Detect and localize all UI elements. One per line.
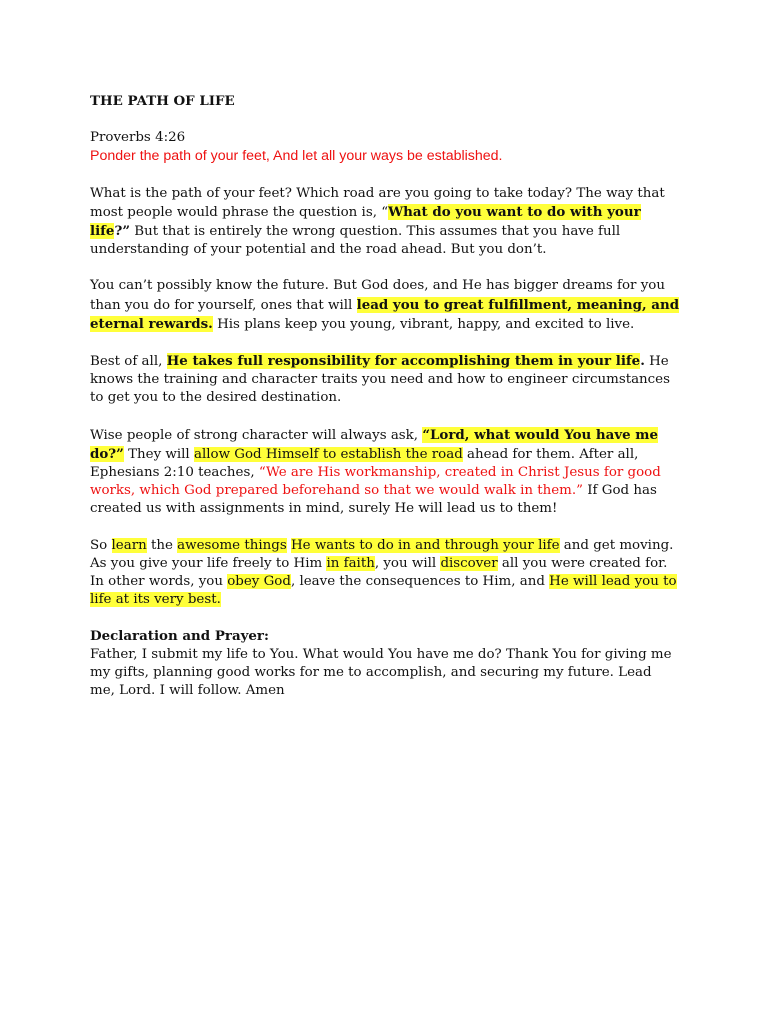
p4-scripture-quote: “We are His workmanship, created in Christ Jesus for good works, which God prepared beforehand so that we would walk in them.” <box>90 465 661 499</box>
p5-text-g: , leave the consequences to Him, and <box>290 574 550 590</box>
p3-text-c: He knows the training and character traits you need and how to engineer circumstances to get you to the desired destination. <box>90 354 670 406</box>
p5-text-a: So <box>90 537 112 553</box>
p1-text-a: What is the path of your feet? Which road are you going to take today? The way that most people would phrase the question is, “ <box>90 185 665 220</box>
p2-text-a: You can’t possibly know the future. But God does, and He has bigger dreams for you than you do for yourself, ones that will <box>90 278 665 313</box>
p2-text-c: His plans keep you young, vibrant, happy, and excited to live. <box>212 316 635 332</box>
p3-text-a: Best of all, <box>90 354 167 370</box>
page-title: THE PATH OF LIFE <box>90 93 235 109</box>
paragraph-3 <box>90 352 680 408</box>
p4-text-b: They will <box>123 446 194 462</box>
declaration-text: Father, I submit my life to You. What would You have me do? Thank You for giving me my gifts, planning good works for me to accomplish, and securing my future. Lead me, Lord. I will follow. Amen <box>90 646 672 699</box>
p5-highlight-6: obey God <box>227 574 291 590</box>
verse-reference: Proverbs 4:26 <box>90 130 186 146</box>
document-page <box>90 92 680 700</box>
p5-highlight-2: awesome things <box>177 537 287 553</box>
p5-highlight-3: He wants to do in and through your life <box>290 537 560 553</box>
p5-highlight-7: He will lead you to life at its very best. <box>90 574 677 608</box>
p5-highlight-4: in faith <box>326 555 375 571</box>
paragraph-4 <box>90 426 680 519</box>
p2-highlight-1: lead you to great fulfillment, meaning, and eternal rewards. <box>90 296 680 332</box>
p4-text-a: Wise people of strong character will always ask, <box>90 427 423 443</box>
p5-text-b: the <box>146 537 178 553</box>
p5-highlight-5: discover <box>440 555 498 571</box>
p4-text-c: ahead for them. After all, Ephesians 2:10 teaches, <box>90 446 639 481</box>
p5-text-d: and get moving. As you give your life freely to Him <box>90 537 674 571</box>
p4-text-d: If God has created us with assignments in mind, surely He will lead us to them! <box>90 483 657 517</box>
p3-highlight-1: He takes full responsibility for accomplishing them in your life <box>166 353 641 370</box>
p5-text-e: , you will <box>374 555 441 571</box>
paragraph-2 <box>90 277 680 334</box>
p1-text-c: But that is entirely the wrong question. This assumes that you have full understanding of your potential and the road ahead. But you don’t. <box>90 224 621 258</box>
declaration-heading: Declaration and Prayer: <box>90 628 269 645</box>
paragraph-5 <box>90 537 680 610</box>
p5-highlight-1: learn <box>111 537 147 553</box>
verse-text: Ponder the path of your feet, And let all your ways be established. <box>90 148 503 165</box>
p5-text-f: all you were created for. In other words, you <box>90 555 668 590</box>
p3-text-b: . <box>640 353 645 370</box>
p4-highlight-2: allow God Himself to establish the road <box>193 446 463 462</box>
p1-highlight-1: What do you want to do with your life <box>90 203 641 240</box>
p4-highlight-1: “Lord, what would You have me do?” <box>90 426 658 462</box>
paragraph-1 <box>90 185 680 260</box>
p1-text-b: ?” <box>114 223 131 240</box>
